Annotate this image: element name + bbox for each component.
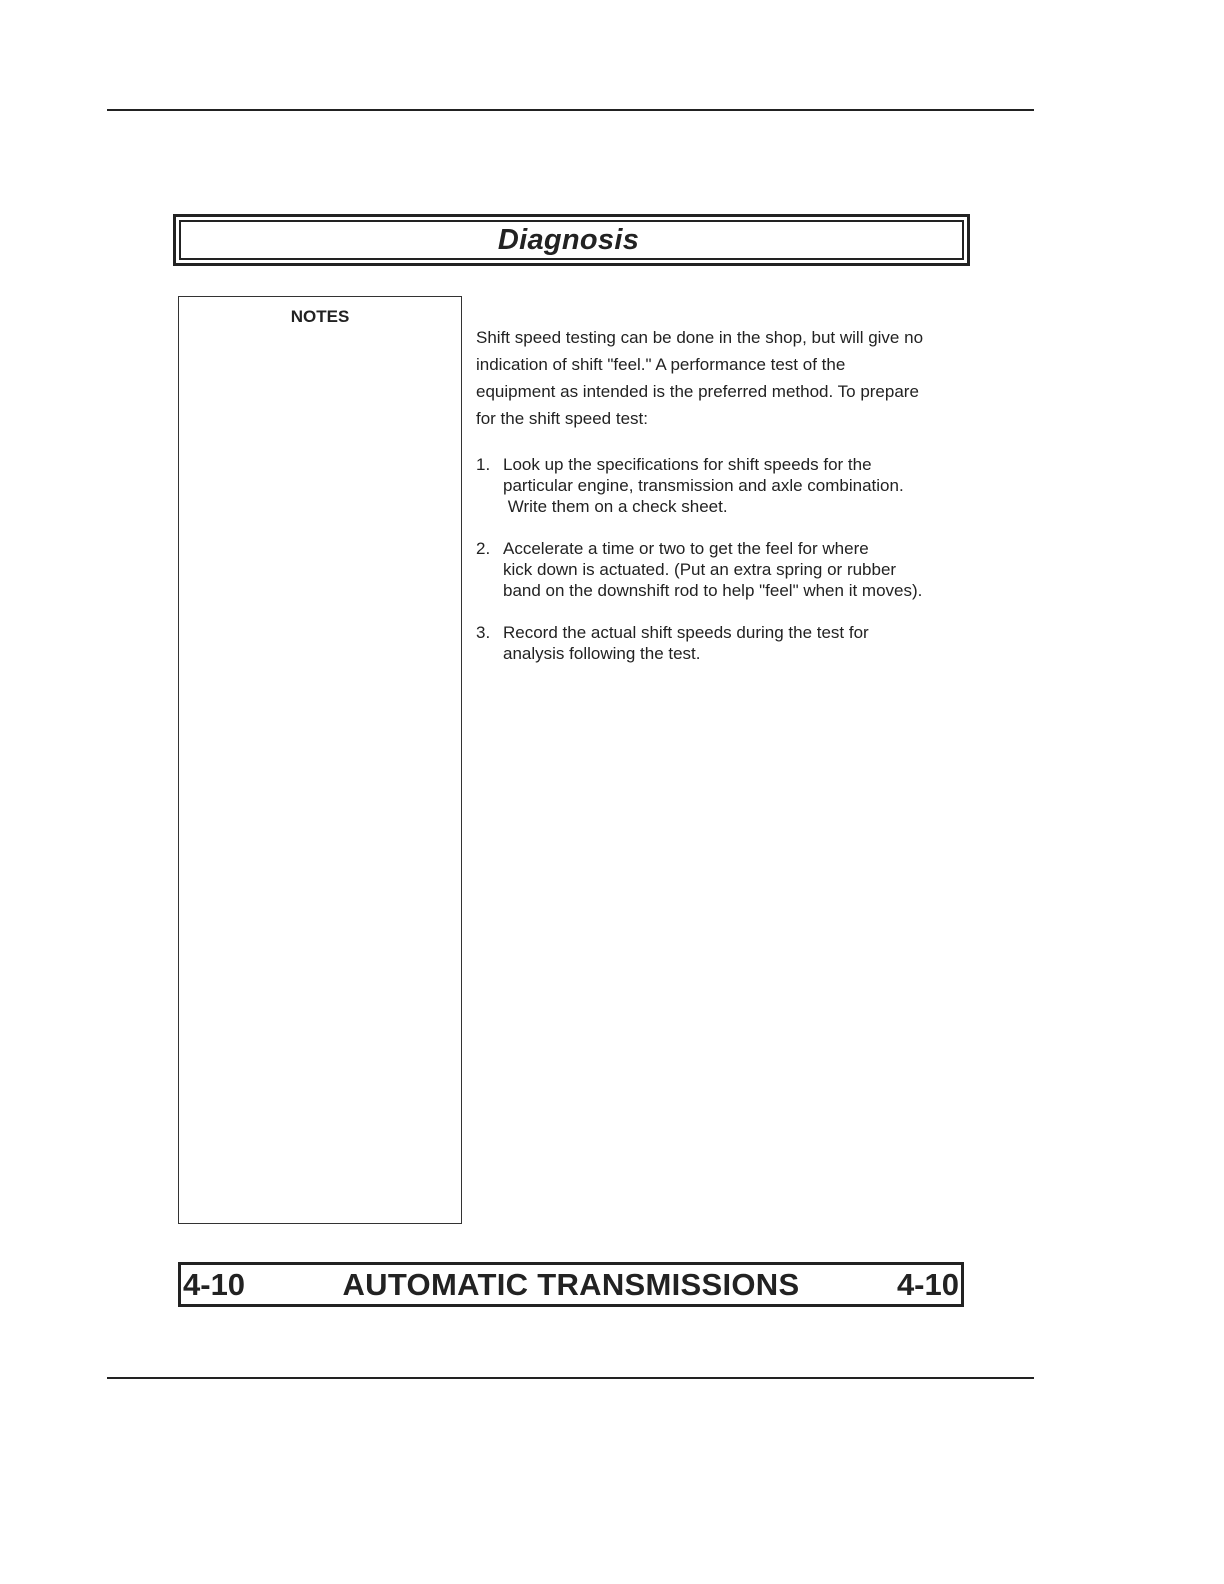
section-header: [173, 214, 970, 266]
chapter-title: AUTOMATIC TRANSMISSIONS: [342, 1266, 800, 1302]
footer-bar: [178, 1262, 964, 1307]
page-number-left: 4-10: [183, 1266, 246, 1302]
step-number: 2.: [476, 539, 491, 558]
step-text: [503, 622, 976, 664]
intro-line: for the shift speed test:: [476, 409, 648, 428]
step-item: [476, 454, 976, 517]
notes-box: [178, 296, 462, 1224]
section-title: Diagnosis: [497, 223, 640, 256]
bottom-rule: [107, 1377, 1034, 1379]
step-item: [476, 622, 976, 664]
intro-line: equipment as intended is the preferred method. To prepare: [476, 382, 919, 401]
step-line: analysis following the test.: [503, 644, 701, 663]
step-line: Write them on a check sheet.: [503, 497, 728, 516]
section-header-inner-frame: [179, 220, 964, 260]
step-line: kick down is actuated. (Put an extra spring or rubber: [503, 560, 897, 579]
step-text: [503, 538, 976, 601]
notes-label: NOTES: [290, 307, 350, 326]
intro-paragraph: [476, 324, 976, 432]
step-line: particular engine, transmission and axle combination.: [503, 476, 904, 495]
step-line: band on the downshift rod to help "feel" when it moves).: [503, 581, 923, 600]
step-line: Look up the specifications for shift speeds for the: [503, 455, 872, 474]
step-item: [476, 538, 976, 601]
step-number: 3.: [476, 623, 491, 642]
step-line: Accelerate a time or two to get the feel for where: [503, 539, 869, 558]
main-content: [476, 324, 976, 685]
steps-list: [476, 454, 976, 664]
top-rule: [107, 109, 1034, 111]
intro-line: Shift speed testing can be done in the shop, but will give no: [476, 328, 924, 347]
intro-line: indication of shift "feel." A performance test of the: [476, 355, 846, 374]
step-text: [503, 454, 976, 517]
step-number: 1.: [476, 455, 491, 474]
page-number-right: 4-10: [896, 1266, 959, 1302]
step-line: Record the actual shift speeds during the test for: [503, 623, 869, 642]
